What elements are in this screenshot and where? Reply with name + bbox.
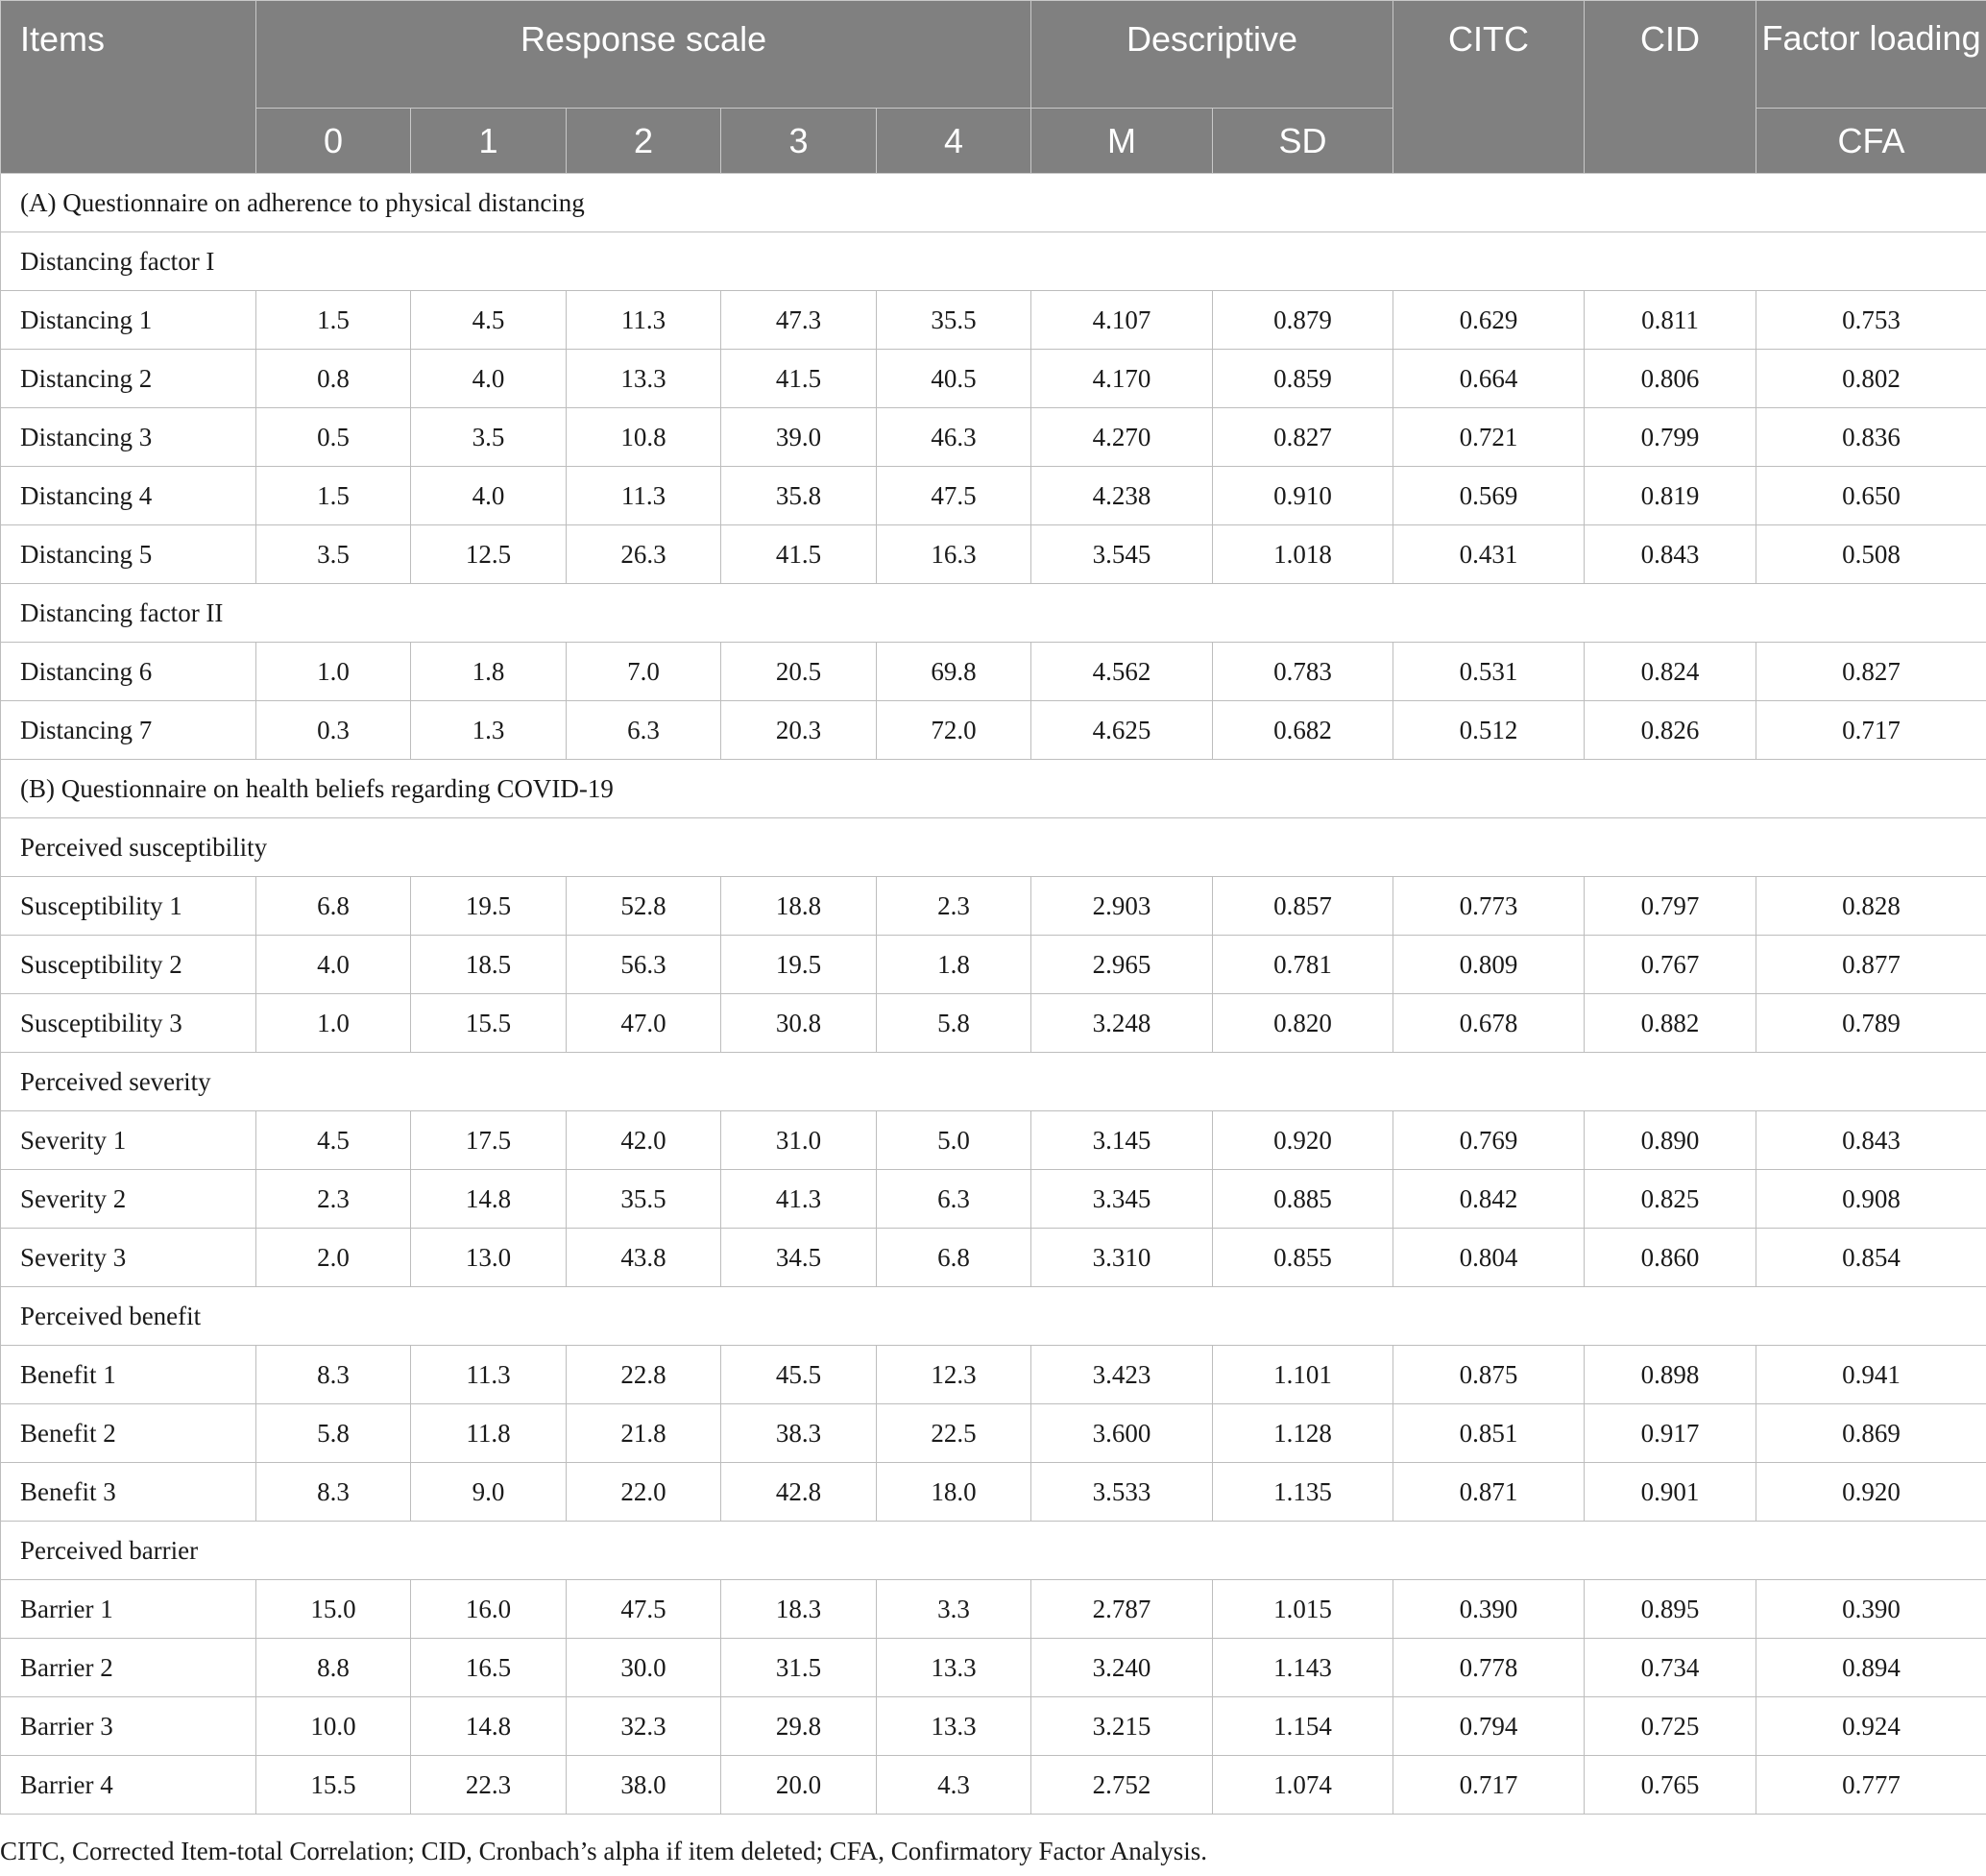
header-scale-3: 3 [721,109,877,174]
cell-scale-3: 30.8 [721,994,877,1053]
cell-mean: 2.965 [1031,936,1213,994]
cell-mean: 2.752 [1031,1756,1213,1815]
cell-citc: 0.851 [1393,1404,1585,1463]
cell-scale-4: 69.8 [877,643,1031,701]
cell-cid: 0.725 [1585,1697,1756,1756]
item-label: Susceptibility 2 [1,936,256,994]
cell-citc: 0.664 [1393,350,1585,408]
cell-scale-4: 16.3 [877,525,1031,584]
cell-scale-4: 47.5 [877,467,1031,525]
table-row [1,350,1986,408]
item-label: Susceptibility 1 [1,877,256,936]
cell-mean: 3.345 [1031,1170,1213,1229]
cell-sd: 0.879 [1213,291,1393,350]
item-label: Distancing 5 [1,525,256,584]
cell-sd: 1.015 [1213,1580,1393,1639]
cell-citc: 0.717 [1393,1756,1585,1815]
cell-scale-4: 5.0 [877,1111,1031,1170]
section-label: Distancing factor II [1,584,1986,643]
header-scale-0: 0 [256,109,411,174]
cell-cfa: 0.854 [1756,1229,1986,1287]
section-label: Perceived benefit [1,1287,1986,1346]
cell-cid: 0.797 [1585,877,1756,936]
item-label: Benefit 3 [1,1463,256,1522]
item-label: Susceptibility 3 [1,994,256,1053]
table-row [1,994,1986,1053]
cell-sd: 1.018 [1213,525,1393,584]
cell-cid: 0.765 [1585,1756,1756,1815]
cell-sd: 0.855 [1213,1229,1393,1287]
header-descriptive: Descriptive [1031,1,1393,109]
cell-scale-0: 8.8 [256,1639,411,1697]
cell-scale-3: 42.8 [721,1463,877,1522]
cell-citc: 0.842 [1393,1170,1585,1229]
cell-scale-1: 11.3 [411,1346,567,1404]
cell-scale-0: 15.5 [256,1756,411,1815]
cell-cid: 0.890 [1585,1111,1756,1170]
cell-sd: 1.135 [1213,1463,1393,1522]
cell-scale-0: 8.3 [256,1463,411,1522]
cell-scale-3: 41.5 [721,525,877,584]
item-label: Distancing 2 [1,350,256,408]
cell-cfa: 0.843 [1756,1111,1986,1170]
cell-cid: 0.917 [1585,1404,1756,1463]
cell-mean: 2.903 [1031,877,1213,936]
cell-citc: 0.794 [1393,1697,1585,1756]
item-label: Barrier 1 [1,1580,256,1639]
cell-cfa: 0.836 [1756,408,1986,467]
cell-scale-3: 38.3 [721,1404,877,1463]
cell-mean: 3.423 [1031,1346,1213,1404]
item-label: Benefit 2 [1,1404,256,1463]
table-row [1,936,1986,994]
item-label: Barrier 4 [1,1756,256,1815]
cell-scale-1: 3.5 [411,408,567,467]
cell-scale-1: 14.8 [411,1697,567,1756]
table-row [1,1111,1986,1170]
cell-scale-4: 72.0 [877,701,1031,760]
cell-scale-1: 16.5 [411,1639,567,1697]
cell-citc: 0.678 [1393,994,1585,1053]
table-header [1,1,1986,174]
cell-mean: 3.600 [1031,1404,1213,1463]
cell-scale-3: 35.8 [721,467,877,525]
cell-scale-1: 12.5 [411,525,567,584]
table-body [1,174,1986,1815]
cell-scale-0: 4.5 [256,1111,411,1170]
cell-scale-3: 20.0 [721,1756,877,1815]
cell-scale-4: 12.3 [877,1346,1031,1404]
cell-scale-0: 0.8 [256,350,411,408]
cell-scale-0: 1.5 [256,467,411,525]
cell-scale-3: 19.5 [721,936,877,994]
section-row [1,1287,1986,1346]
table-row [1,467,1986,525]
cell-scale-2: 22.0 [567,1463,721,1522]
cell-scale-0: 2.0 [256,1229,411,1287]
cell-sd: 1.143 [1213,1639,1393,1697]
item-label: Distancing 4 [1,467,256,525]
cell-citc: 0.531 [1393,643,1585,701]
cell-sd: 0.910 [1213,467,1393,525]
cell-mean: 4.562 [1031,643,1213,701]
section-row [1,1522,1986,1580]
cell-mean: 3.215 [1031,1697,1213,1756]
cell-scale-3: 41.5 [721,350,877,408]
cell-citc: 0.721 [1393,408,1585,467]
section-row [1,760,1986,818]
cell-cid: 0.799 [1585,408,1756,467]
cell-cfa: 0.650 [1756,467,1986,525]
cell-scale-4: 35.5 [877,291,1031,350]
cell-mean: 4.107 [1031,291,1213,350]
cell-cid: 0.819 [1585,467,1756,525]
section-label: Distancing factor I [1,232,1986,291]
cell-citc: 0.809 [1393,936,1585,994]
cell-scale-4: 4.3 [877,1756,1031,1815]
cell-cfa: 0.717 [1756,701,1986,760]
cell-citc: 0.629 [1393,291,1585,350]
item-label: Distancing 1 [1,291,256,350]
cell-sd: 0.781 [1213,936,1393,994]
cell-scale-2: 47.0 [567,994,721,1053]
table-row [1,1639,1986,1697]
table-row [1,1346,1986,1404]
cell-scale-3: 18.8 [721,877,877,936]
cell-scale-1: 4.0 [411,467,567,525]
cell-scale-1: 22.3 [411,1756,567,1815]
cell-scale-0: 15.0 [256,1580,411,1639]
cell-scale-3: 34.5 [721,1229,877,1287]
section-row [1,584,1986,643]
cell-cid: 0.825 [1585,1170,1756,1229]
cell-scale-1: 4.5 [411,291,567,350]
cell-mean: 4.170 [1031,350,1213,408]
cell-mean: 3.240 [1031,1639,1213,1697]
cell-scale-4: 6.8 [877,1229,1031,1287]
item-label: Barrier 3 [1,1697,256,1756]
cell-citc: 0.569 [1393,467,1585,525]
table-row [1,525,1986,584]
cell-scale-1: 1.8 [411,643,567,701]
table-row [1,1404,1986,1463]
cell-scale-3: 45.5 [721,1346,877,1404]
cell-scale-1: 1.3 [411,701,567,760]
cell-sd: 1.101 [1213,1346,1393,1404]
cell-cfa: 0.828 [1756,877,1986,936]
cell-citc: 0.769 [1393,1111,1585,1170]
item-label: Benefit 1 [1,1346,256,1404]
cell-mean: 2.787 [1031,1580,1213,1639]
cell-scale-4: 22.5 [877,1404,1031,1463]
header-response-scale: Response scale [256,1,1031,109]
cell-scale-1: 9.0 [411,1463,567,1522]
header-scale-2: 2 [567,109,721,174]
section-row [1,232,1986,291]
cell-scale-4: 6.3 [877,1170,1031,1229]
cell-scale-2: 52.8 [567,877,721,936]
cell-mean: 3.533 [1031,1463,1213,1522]
cell-scale-2: 11.3 [567,467,721,525]
cell-mean: 3.145 [1031,1111,1213,1170]
table-row [1,877,1986,936]
header-scale-1: 1 [411,109,567,174]
cell-cfa: 0.827 [1756,643,1986,701]
section-label: Perceived severity [1,1053,1986,1111]
cell-cid: 0.826 [1585,701,1756,760]
table-row [1,1580,1986,1639]
cell-citc: 0.875 [1393,1346,1585,1404]
cell-scale-3: 31.0 [721,1111,877,1170]
table-row [1,1170,1986,1229]
cell-mean: 4.625 [1031,701,1213,760]
cell-scale-4: 1.8 [877,936,1031,994]
item-label: Severity 3 [1,1229,256,1287]
cell-scale-1: 11.8 [411,1404,567,1463]
cell-scale-3: 41.3 [721,1170,877,1229]
cell-scale-0: 1.0 [256,994,411,1053]
table-row [1,1756,1986,1815]
cell-cid: 0.806 [1585,350,1756,408]
cell-citc: 0.773 [1393,877,1585,936]
cell-scale-4: 13.3 [877,1639,1031,1697]
table-row [1,1463,1986,1522]
cell-cid: 0.811 [1585,291,1756,350]
cell-cfa: 0.777 [1756,1756,1986,1815]
table-row [1,643,1986,701]
table-row [1,1697,1986,1756]
cell-citc: 0.512 [1393,701,1585,760]
section-label: (A) Questionnaire on adherence to physical distancing [1,174,1986,232]
cell-cfa: 0.894 [1756,1639,1986,1697]
cell-scale-4: 13.3 [877,1697,1031,1756]
cell-citc: 0.804 [1393,1229,1585,1287]
cell-scale-0: 4.0 [256,936,411,994]
table-row [1,1229,1986,1287]
cell-mean: 4.238 [1031,467,1213,525]
cell-sd: 0.859 [1213,350,1393,408]
item-label: Distancing 3 [1,408,256,467]
cell-scale-3: 18.3 [721,1580,877,1639]
cell-scale-0: 2.3 [256,1170,411,1229]
cell-scale-2: 6.3 [567,701,721,760]
item-label: Severity 1 [1,1111,256,1170]
cell-cid: 0.824 [1585,643,1756,701]
cell-scale-3: 39.0 [721,408,877,467]
header-sd: SD [1213,109,1393,174]
cell-scale-0: 8.3 [256,1346,411,1404]
cell-scale-1: 13.0 [411,1229,567,1287]
cell-scale-1: 15.5 [411,994,567,1053]
header-cid: CID [1585,1,1756,174]
cell-citc: 0.431 [1393,525,1585,584]
cell-citc: 0.778 [1393,1639,1585,1697]
cell-scale-1: 4.0 [411,350,567,408]
cell-scale-2: 43.8 [567,1229,721,1287]
cell-sd: 0.857 [1213,877,1393,936]
cell-cid: 0.895 [1585,1580,1756,1639]
cell-cid: 0.901 [1585,1463,1756,1522]
cell-scale-2: 7.0 [567,643,721,701]
cell-scale-1: 17.5 [411,1111,567,1170]
cell-sd: 0.920 [1213,1111,1393,1170]
cell-cid: 0.882 [1585,994,1756,1053]
table-row [1,291,1986,350]
cell-mean: 4.270 [1031,408,1213,467]
cell-cfa: 0.924 [1756,1697,1986,1756]
table-row [1,701,1986,760]
item-label: Severity 2 [1,1170,256,1229]
cell-sd: 0.783 [1213,643,1393,701]
cell-scale-4: 2.3 [877,877,1031,936]
header-cfa: CFA [1756,109,1986,174]
item-label: Distancing 6 [1,643,256,701]
cell-cfa: 0.908 [1756,1170,1986,1229]
cell-scale-0: 0.5 [256,408,411,467]
cell-scale-2: 13.3 [567,350,721,408]
cell-cfa: 0.753 [1756,291,1986,350]
cell-scale-0: 6.8 [256,877,411,936]
cell-scale-3: 20.3 [721,701,877,760]
cell-scale-2: 30.0 [567,1639,721,1697]
cell-cid: 0.843 [1585,525,1756,584]
header-scale-4: 4 [877,109,1031,174]
cell-scale-3: 29.8 [721,1697,877,1756]
cell-scale-3: 20.5 [721,643,877,701]
cell-scale-0: 1.5 [256,291,411,350]
cell-scale-4: 46.3 [877,408,1031,467]
cell-cfa: 0.877 [1756,936,1986,994]
cell-scale-0: 3.5 [256,525,411,584]
section-row [1,818,1986,877]
cell-scale-2: 47.5 [567,1580,721,1639]
cell-cfa: 0.941 [1756,1346,1986,1404]
item-label: Distancing 7 [1,701,256,760]
table-footnote: CITC, Corrected Item-total Correlation; CID, Cronbach’s alpha if item deleted; CFA, Confirmatory Factor Analysis. [0,1837,1207,1865]
cell-scale-4: 3.3 [877,1580,1031,1639]
cell-scale-1: 19.5 [411,877,567,936]
cell-scale-1: 16.0 [411,1580,567,1639]
cell-sd: 1.154 [1213,1697,1393,1756]
cell-cid: 0.734 [1585,1639,1756,1697]
section-row [1,1053,1986,1111]
cell-cid: 0.860 [1585,1229,1756,1287]
header-items: Items [1,1,256,174]
cell-cid: 0.898 [1585,1346,1756,1404]
cell-scale-0: 10.0 [256,1697,411,1756]
cell-scale-0: 0.3 [256,701,411,760]
header-factor-loading: Factor loading [1756,1,1986,109]
cell-scale-2: 56.3 [567,936,721,994]
section-label: Perceived susceptibility [1,818,1986,877]
cell-cfa: 0.869 [1756,1404,1986,1463]
section-label: Perceived barrier [1,1522,1986,1580]
cell-mean: 3.248 [1031,994,1213,1053]
cell-scale-0: 1.0 [256,643,411,701]
section-row [1,174,1986,232]
cell-scale-2: 11.3 [567,291,721,350]
header-m: M [1031,109,1213,174]
cell-scale-4: 40.5 [877,350,1031,408]
cell-cid: 0.767 [1585,936,1756,994]
cell-scale-4: 5.8 [877,994,1031,1053]
cell-citc: 0.390 [1393,1580,1585,1639]
cell-cfa: 0.802 [1756,350,1986,408]
cell-cfa: 0.390 [1756,1580,1986,1639]
cell-scale-2: 42.0 [567,1111,721,1170]
cell-mean: 3.310 [1031,1229,1213,1287]
cell-sd: 0.827 [1213,408,1393,467]
cell-citc: 0.871 [1393,1463,1585,1522]
cell-scale-3: 47.3 [721,291,877,350]
cell-scale-2: 21.8 [567,1404,721,1463]
cell-cfa: 0.789 [1756,994,1986,1053]
cell-mean: 3.545 [1031,525,1213,584]
cell-sd: 0.885 [1213,1170,1393,1229]
cell-scale-2: 26.3 [567,525,721,584]
cell-scale-0: 5.8 [256,1404,411,1463]
table-row [1,408,1986,467]
cell-scale-1: 18.5 [411,936,567,994]
cell-sd: 0.682 [1213,701,1393,760]
cell-scale-2: 38.0 [567,1756,721,1815]
cell-scale-2: 10.8 [567,408,721,467]
cell-scale-1: 14.8 [411,1170,567,1229]
cell-scale-2: 22.8 [567,1346,721,1404]
cell-scale-4: 18.0 [877,1463,1031,1522]
header-citc: CITC [1393,1,1585,174]
section-label: (B) Questionnaire on health beliefs regarding COVID-19 [1,760,1986,818]
cell-scale-2: 32.3 [567,1697,721,1756]
cell-scale-3: 31.5 [721,1639,877,1697]
cell-sd: 1.128 [1213,1404,1393,1463]
cell-scale-2: 35.5 [567,1170,721,1229]
item-label: Barrier 2 [1,1639,256,1697]
cell-cfa: 0.920 [1756,1463,1986,1522]
cell-sd: 0.820 [1213,994,1393,1053]
cell-sd: 1.074 [1213,1756,1393,1815]
cell-cfa: 0.508 [1756,525,1986,584]
